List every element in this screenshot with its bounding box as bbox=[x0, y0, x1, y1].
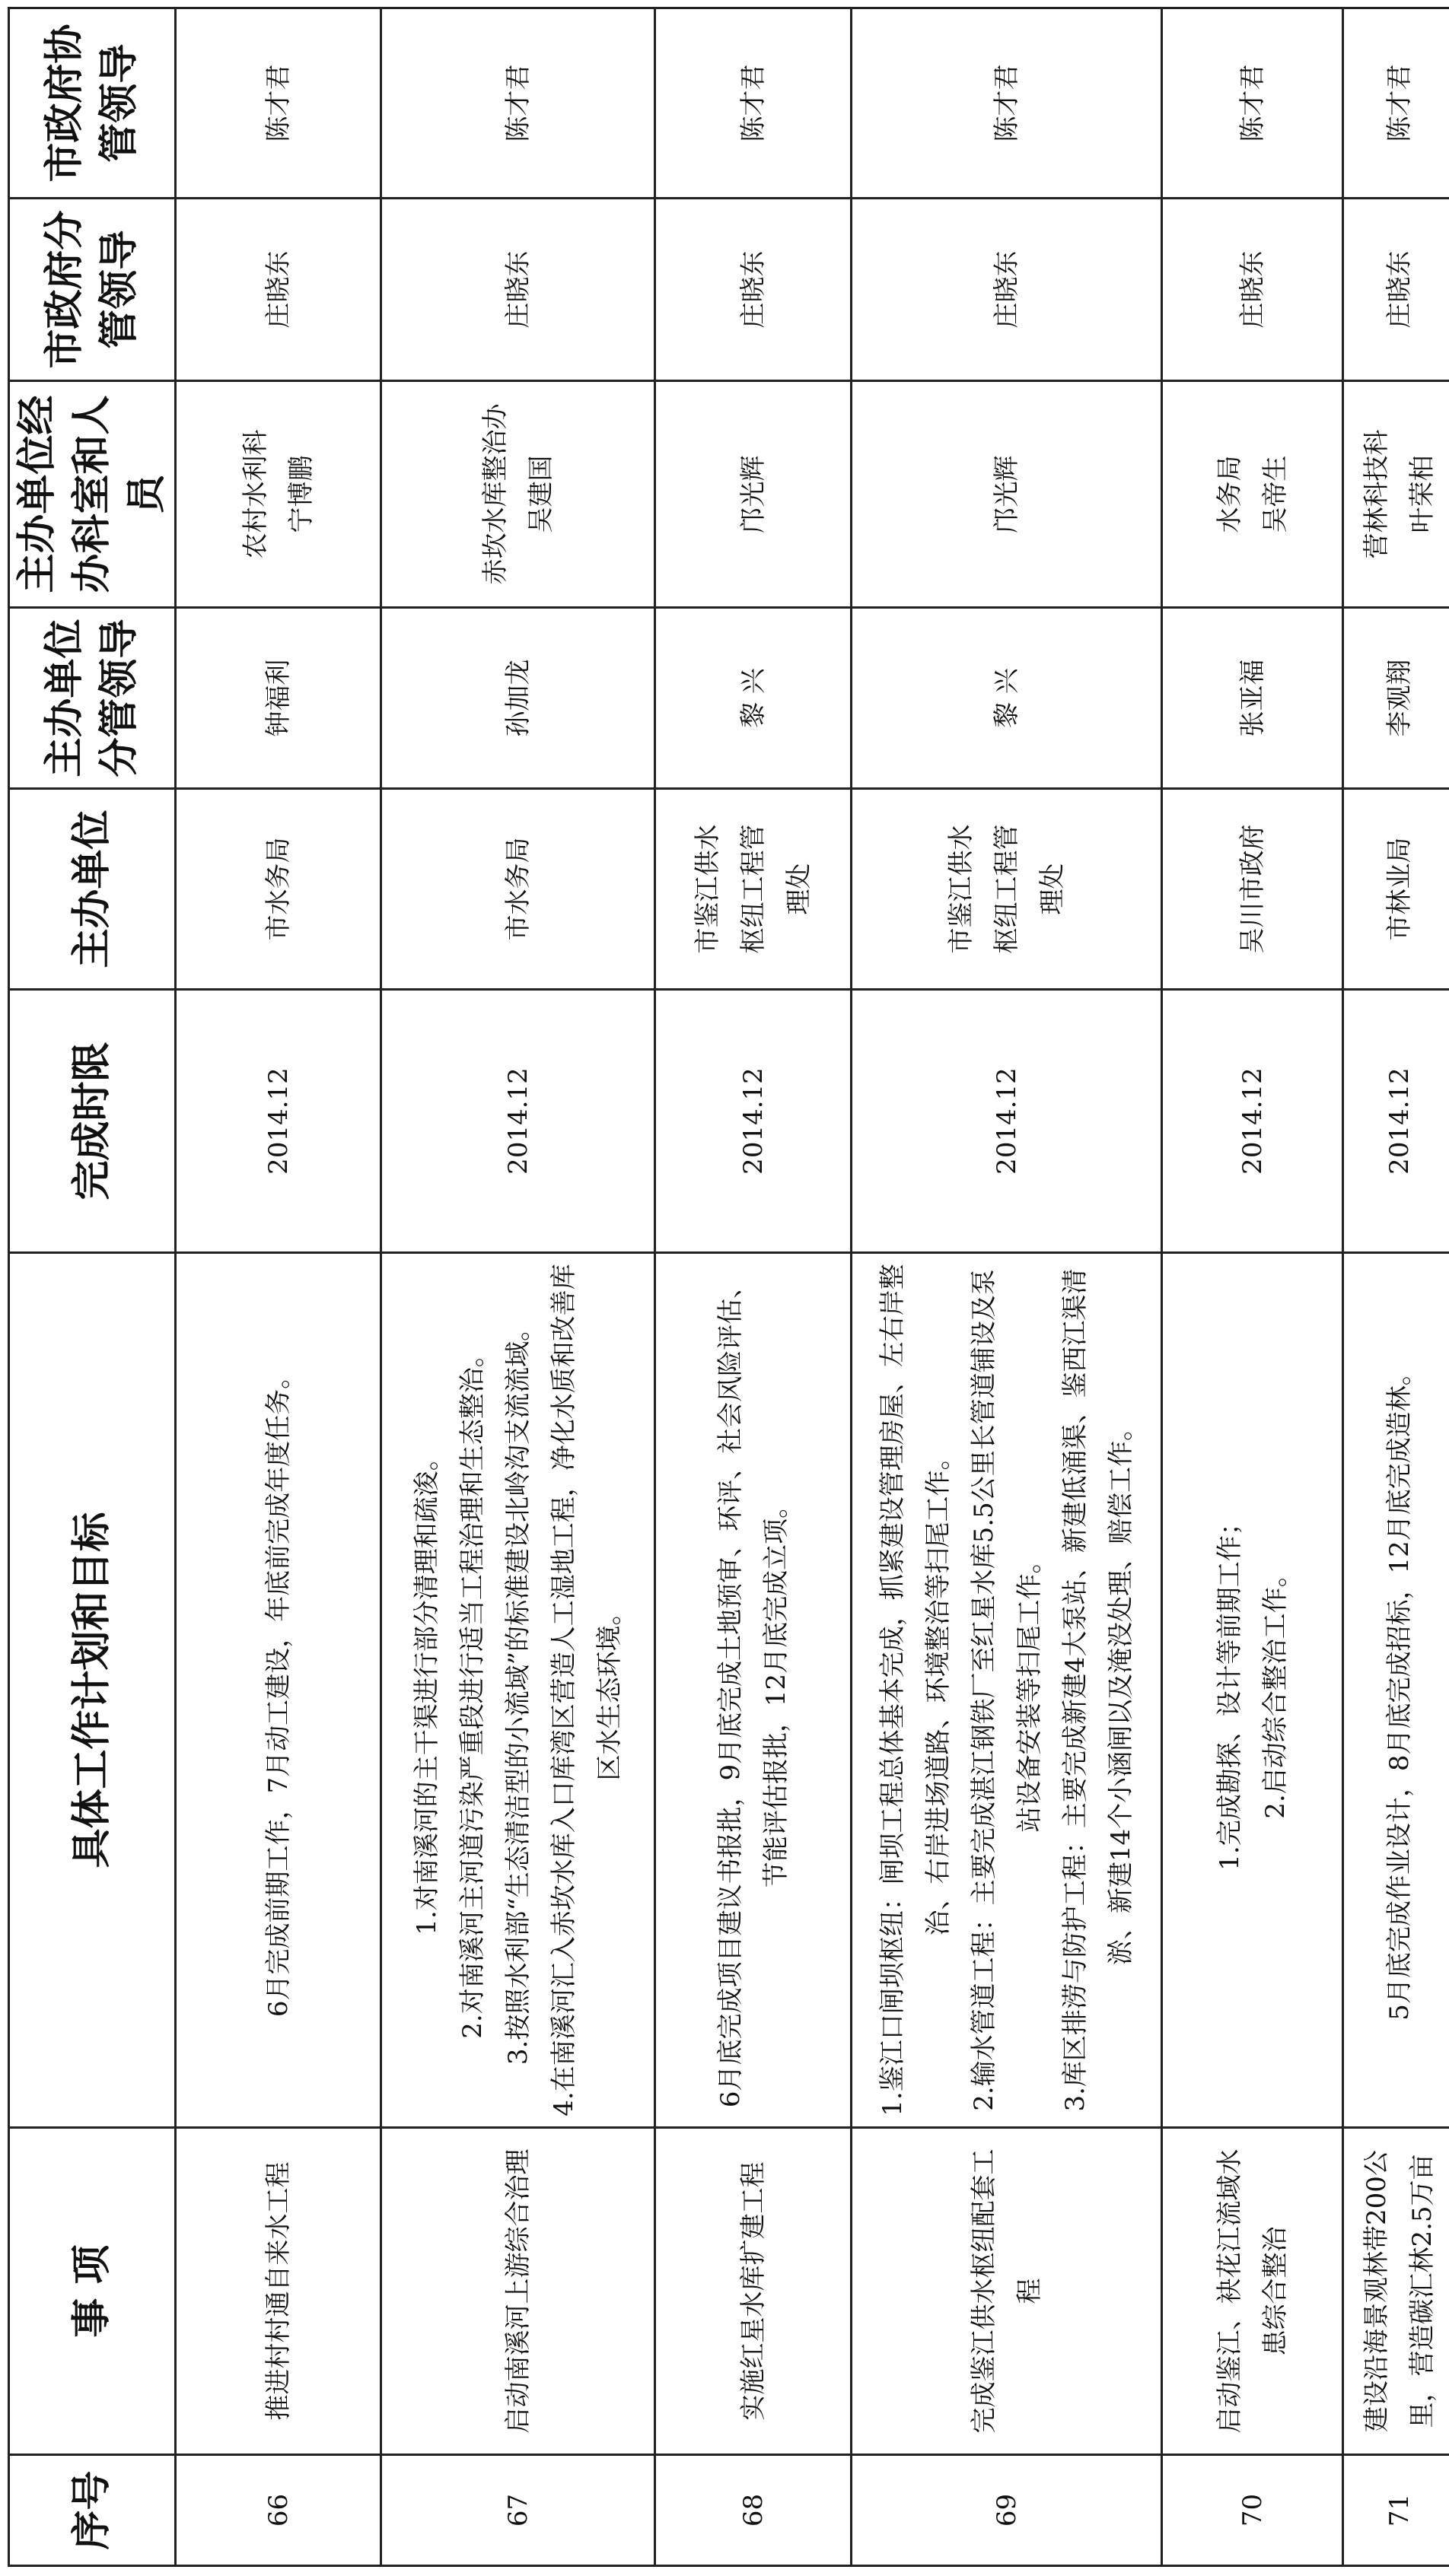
unit-staff-cell-line: 叶荣柏 bbox=[1406, 455, 1438, 533]
seq-cell: 67 bbox=[381, 2455, 655, 2566]
unit-cell-line: 市林业局 bbox=[1384, 837, 1415, 941]
plan-cell bbox=[381, 1253, 655, 2128]
unit-cell-line: 市鉴江供水 bbox=[692, 824, 723, 954]
city-assist-cell: 陈才君 bbox=[1162, 8, 1343, 199]
unit-cell-line: 理处 bbox=[1037, 863, 1068, 915]
city-leader-cell: 庄晓东 bbox=[381, 199, 655, 381]
unit-staff-cell-line: 营林科技科 bbox=[1361, 429, 1392, 559]
plan-cell-line: 3.按照水利部“生态清洁型的小流域”的标准建设北岭沟支流流域。 bbox=[502, 1315, 533, 2066]
unit-staff-cell bbox=[381, 381, 655, 608]
unit-cell-line: 吴川市政府 bbox=[1237, 824, 1268, 954]
plan-cell-line: 2.对南溪河主河道污染严重段进行适当工程治理和生态整治。 bbox=[457, 1341, 488, 2039]
work-plan-table bbox=[8, 7, 1449, 2567]
city-leader-cell: 庄晓东 bbox=[1343, 199, 1449, 381]
item-cell: 启动鉴江、袂花江流域水患综合整治 bbox=[1162, 2128, 1343, 2455]
unit-cell bbox=[381, 789, 655, 990]
table-row bbox=[655, 8, 852, 2566]
city-assist-cell: 陈才君 bbox=[655, 8, 852, 199]
unit-leader-cell: 张亚福 bbox=[1162, 608, 1343, 789]
item-cell: 推进村村通自来水工程 bbox=[176, 2128, 381, 2455]
unit-cell bbox=[852, 789, 1162, 990]
unit-cell-line: 枢纽工程管 bbox=[991, 824, 1022, 954]
unit-staff-cell-line: 农村水利科 bbox=[240, 429, 271, 559]
unit-cell bbox=[1343, 789, 1449, 990]
city-leader-cell: 庄晓东 bbox=[1162, 199, 1343, 381]
table-row bbox=[176, 8, 381, 2566]
header-deadline: 完成时限 bbox=[9, 990, 176, 1253]
plan-cell bbox=[1343, 1253, 1449, 2128]
unit-staff-cell bbox=[1343, 381, 1449, 608]
city-leader-cell: 庄晓东 bbox=[852, 199, 1162, 381]
plan-cell-line: 6月底完成项目建议书报批，9月底完成土地预审、环评、社会风险评估、节能评估报批，12月底完成立项。 bbox=[715, 1272, 791, 2108]
unit-staff-cell-line: 水务局 bbox=[1214, 455, 1245, 533]
unit-staff-cell bbox=[176, 381, 381, 608]
unit-staff-cell-line: 邝光辉 bbox=[991, 455, 1022, 533]
header-row bbox=[9, 8, 176, 2566]
city-leader-cell: 庄晓东 bbox=[176, 199, 381, 381]
city-assist-cell: 陈才君 bbox=[1343, 8, 1449, 199]
table-body bbox=[176, 8, 1449, 2566]
header-city-leader: 市政府分管领导 bbox=[9, 199, 176, 381]
plan-cell-line: 6月完成前期工作，7月动工建设，年底前完成年度任务。 bbox=[263, 1363, 294, 2018]
deadline-cell: 2014.12 bbox=[381, 990, 655, 1253]
table-row bbox=[852, 8, 1162, 2566]
plan-cell-line: 3.库区排涝与防护工程：主要完成新建4大泵站、新建低涌渠、鉴西江渠清淤、新建14个小涵闸以及淹没处理、赔偿工作。 bbox=[1059, 1268, 1136, 2112]
deadline-cell: 2014.12 bbox=[1162, 990, 1343, 1253]
unit-cell bbox=[1162, 789, 1343, 990]
plan-cell bbox=[852, 1253, 1162, 2128]
unit-staff-cell-line: 吴建国 bbox=[525, 455, 556, 533]
unit-cell bbox=[176, 789, 381, 990]
item-cell: 实施红星水库扩建工程 bbox=[655, 2128, 852, 2455]
seq-cell: 68 bbox=[655, 2455, 852, 2566]
plan-cell-line: 2.输水管道工程：主要完成湛江钢铁厂至红星水库5.5公里长管道铺设及泵站设备安装等扫尾工作。 bbox=[968, 1269, 1045, 2111]
item-cell: 建设沿海景观林带200公里，营造碳汇林2.5万亩 bbox=[1343, 2128, 1449, 2455]
unit-cell-line: 市鉴江供水 bbox=[945, 824, 976, 954]
header-unit: 主办单位 bbox=[9, 789, 176, 990]
unit-cell-line: 枢纽工程管 bbox=[737, 824, 769, 954]
unit-leader-cell: 黎 兴 bbox=[852, 608, 1162, 789]
plan-cell-line: 4.在南溪河汇入赤坎水库入口库湾区营造人工湿地工程，净化水质和改善库区水生态环境。 bbox=[548, 1264, 625, 2116]
unit-cell bbox=[655, 789, 852, 990]
seq-cell: 70 bbox=[1162, 2455, 1343, 2566]
unit-staff-cell-line: 宁博鹏 bbox=[285, 455, 317, 533]
seq-cell: 66 bbox=[176, 2455, 381, 2566]
unit-cell-line: 市水务局 bbox=[502, 837, 533, 941]
header-plan: 具体工作计划和目标 bbox=[9, 1253, 176, 2128]
header-item: 事 项 bbox=[9, 2128, 176, 2455]
unit-staff-cell bbox=[1162, 381, 1343, 608]
plan-cell-line: 1.鉴江口闸坝枢纽：闸坝工程总体基本完成，抓紧建设管理房屋、左右岸整治、右岸进场道路、环境整治等扫尾工作。 bbox=[877, 1264, 954, 2116]
plan-cell-line: 5月底完成作业设计，8月底完成招标，12月底完成造林。 bbox=[1384, 1360, 1415, 2021]
city-assist-cell: 陈才君 bbox=[852, 8, 1162, 199]
unit-staff-cell-line: 邝光辉 bbox=[737, 455, 769, 533]
plan-cell-line: 1.对南溪河的主干渠进行部分清理和疏浚。 bbox=[411, 1445, 442, 1935]
header-seq: 序号 bbox=[9, 2455, 176, 2566]
unit-cell-line: 理处 bbox=[783, 863, 814, 915]
unit-staff-cell bbox=[852, 381, 1162, 608]
table-row bbox=[1343, 8, 1449, 2566]
header-city-assist: 市政府协管领导 bbox=[9, 8, 176, 199]
plan-cell-line: 2.启动综合整治工作。 bbox=[1260, 1561, 1291, 1819]
seq-cell: 69 bbox=[852, 2455, 1162, 2566]
unit-staff-cell bbox=[655, 381, 852, 608]
plan-cell bbox=[1162, 1253, 1343, 2128]
item-cell: 启动南溪河上游综合治理 bbox=[381, 2128, 655, 2455]
unit-leader-cell: 钟福利 bbox=[176, 608, 381, 789]
city-leader-cell: 庄晓东 bbox=[655, 199, 852, 381]
deadline-cell: 2014.12 bbox=[655, 990, 852, 1253]
city-assist-cell: 陈才君 bbox=[176, 8, 381, 199]
seq-cell: 71 bbox=[1343, 2455, 1449, 2566]
unit-cell-line: 市水务局 bbox=[263, 837, 294, 941]
unit-leader-cell: 黎 兴 bbox=[655, 608, 852, 789]
plan-cell bbox=[176, 1253, 381, 2128]
unit-leader-cell: 孙加龙 bbox=[381, 608, 655, 789]
city-assist-cell: 陈才君 bbox=[381, 8, 655, 199]
unit-staff-cell-line: 赤坎水库整治办 bbox=[479, 403, 511, 585]
deadline-cell: 2014.12 bbox=[852, 990, 1162, 1253]
plan-cell bbox=[655, 1253, 852, 2128]
unit-staff-cell-line: 吴帝生 bbox=[1260, 455, 1291, 533]
deadline-cell: 2014.12 bbox=[1343, 990, 1449, 1253]
header-unit-leader: 主办单位分管领导 bbox=[9, 608, 176, 789]
table-row bbox=[1162, 8, 1343, 2566]
table-row bbox=[381, 8, 655, 2566]
header-unit-staff: 主办单位经办科室和人员 bbox=[9, 381, 176, 608]
plan-cell-line: 1.完成勘探、设计等前期工作； bbox=[1214, 1509, 1245, 1871]
unit-leader-cell: 李观翔 bbox=[1343, 608, 1449, 789]
item-cell: 完成鉴江供水枢纽配套工程 bbox=[852, 2128, 1162, 2455]
deadline-cell: 2014.12 bbox=[176, 990, 381, 1253]
